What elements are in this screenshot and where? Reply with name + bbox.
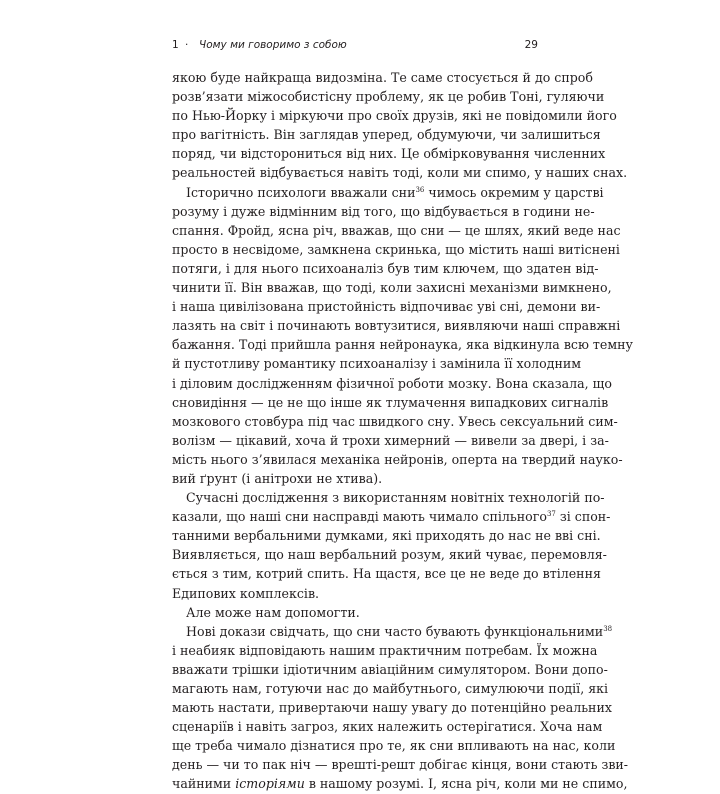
text-run: зі спон-: [555, 509, 611, 525]
text-line: Але може нам допомогти.: [186, 604, 360, 620]
text-line: Виявляється, що наш вербальний розум, який чуває, перемовля-: [172, 547, 607, 563]
text-run: в нашому розумі. І, ясна річ, коли ми не спимо,: [304, 776, 628, 792]
text-line: потяги, і для нього психоаналіз був тим ключем, що здатен від-: [172, 260, 599, 276]
paragraph-5: [172, 622, 629, 794]
text-line: [172, 774, 628, 793]
paragraph-4: [172, 603, 538, 622]
footnote-ref-38[interactable]: 38: [603, 624, 613, 633]
text-line: ється з тим, котрий спить. На щастя, все це не веде до втілення: [172, 566, 601, 582]
text-run: чайними: [172, 776, 236, 792]
text-line: мають настати, привертаючи нашу увагу до потенційно реальних: [172, 700, 612, 716]
text-line: мозкового стовбура під час швидкого сну. Увесь сексуальний сим-: [172, 413, 618, 429]
text-run: Нові докази свідчать, що сни часто бувають функціональними: [186, 623, 604, 639]
text-line: [172, 622, 613, 641]
text-line: волізм — цікавий, хоча й трохи химерний — вивели за двері, і за-: [172, 432, 609, 448]
body-text: [172, 68, 633, 794]
text-run: Історично психологи вважали сни: [186, 184, 416, 200]
text-line: і неабияк відповідають нашим практичним потребам. Їх можна: [172, 642, 598, 658]
text-line: лазять на світ і починають вовтузитися, виявляючи наші справжні: [172, 318, 621, 334]
text-line: реальностей відбувається навіть тоді, коли ми спимо, у наших снах.: [172, 165, 628, 181]
running-head-separator: ·: [185, 39, 189, 51]
text-line: мість нього з’явилася механіка нейронів, оперта на твердий науко-: [172, 451, 623, 467]
text-line: Едипових комплексів.: [172, 585, 320, 601]
text-line: сценаріїв і навіть загроз, яких належить остерігатися. Хоча нам: [172, 719, 603, 735]
text-line: [172, 183, 604, 202]
running-head: [172, 39, 538, 55]
text-line: Сучасні дослідження з використанням новітніх технологій по-: [186, 490, 605, 506]
text-run: чимось окремим у царстві: [424, 184, 604, 200]
text-line: вий ґрунт (і анітрохи не хтива).: [172, 470, 383, 486]
text-line: й пустотливу романтику психоаналізу і замінила її холодним: [172, 356, 582, 372]
text-line: сновидіння — це не що інше як тлумачення випадкових сигналів: [172, 394, 609, 410]
text-line: якою буде найкраща видозміна. Те саме стосується й до спроб: [172, 70, 593, 85]
paragraph-1: [172, 68, 628, 183]
text-line: бажання. Тоді прийшла рання нейронаука, яка відкинула всю темну: [172, 337, 633, 353]
text-line: розв’язати міжособистісну проблему, як це робив Тоні, гуляючи: [172, 89, 605, 105]
text-run: казали, що наші сни насправді мають чимало спільного: [172, 509, 547, 525]
chapter-number: 1: [172, 39, 179, 51]
paragraph-2: [172, 183, 633, 489]
text-line: магають нам, готуючи нас до майбутнього, симулюючи події, які: [172, 681, 609, 696]
text-line: просто в несвідоме, замкнена скринька, що містить наші витіснені: [172, 241, 620, 257]
footnote-ref-36[interactable]: 36: [415, 185, 425, 194]
emphasis: історіями: [235, 776, 305, 792]
text-line: про вагітність. Він заглядав уперед, обдумуючи, чи залишиться: [172, 127, 601, 143]
text-line: [172, 507, 611, 526]
page-number: 29: [524, 39, 538, 51]
text-line: і наша цивілізована пристойність відпочиває уві сні, демони ви-: [172, 299, 601, 315]
text-line: танними вербальними думками, які приходять до нас не вві сні.: [172, 528, 601, 544]
text-line: вважати трішки ідіотичним авіаційним симулятором. Вони допо-: [172, 661, 608, 677]
chapter-title: Чому ми говоримо з собою: [199, 39, 347, 51]
text-line: і діловим дослідженням фізичної роботи мозку. Вона сказала, що: [172, 375, 612, 391]
footnote-ref-37[interactable]: 37: [546, 510, 556, 519]
text-line: по Нью-Йорку і міркуючи про своїх друзів, які не повідомили його: [172, 108, 617, 124]
paragraph-3: [172, 488, 611, 603]
text-line: розуму і дуже відмінним від того, що відбувається в години не-: [172, 203, 595, 219]
text-line: чинити її. Він вважав, що тоді, коли захисні механізми вимкнено,: [172, 280, 612, 296]
text-line: ще треба чимало дізнатися про те, як сни впливають на нас, коли: [172, 738, 616, 754]
text-line: спання. Фройд, ясна річ, вважав, що сни — це шлях, який веде нас: [172, 222, 621, 238]
text-line: поряд, чи відсторониться від них. Це обмірковування численних: [172, 146, 606, 162]
text-line: день — чи то пак ніч — врешті-решт добігає кінця, вони стають зви-: [172, 757, 629, 773]
